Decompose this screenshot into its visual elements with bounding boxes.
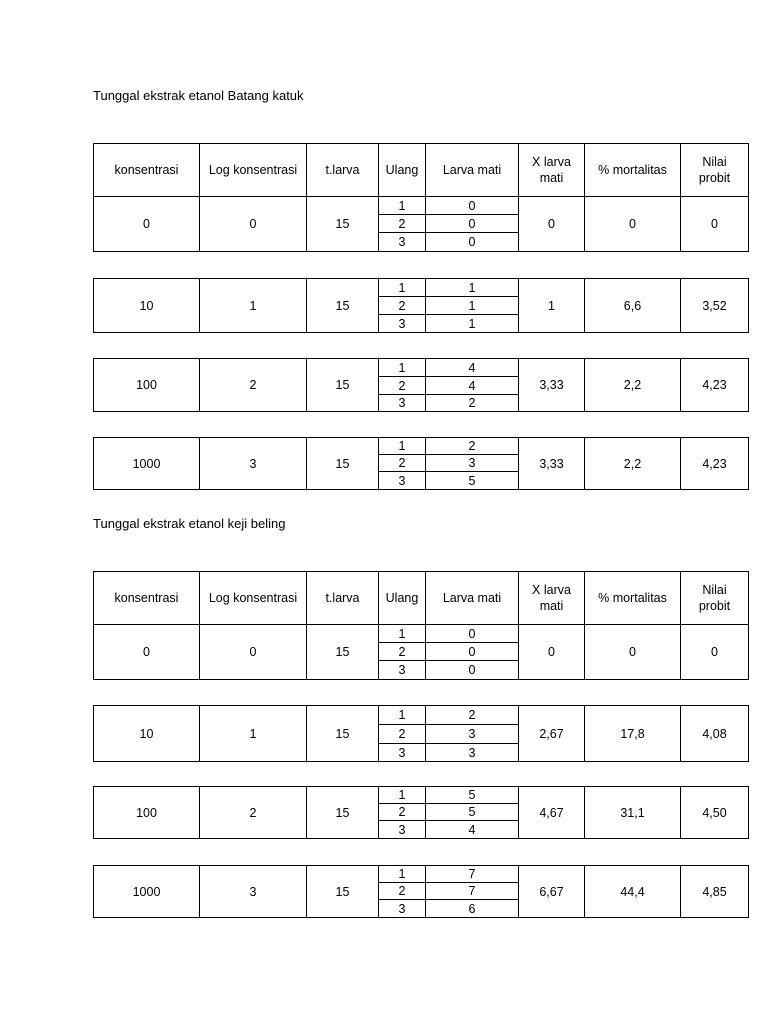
- table-row: [94, 706, 749, 725]
- cell-ulang: 3: [379, 900, 426, 918]
- column-header: % mortalitas: [585, 144, 681, 197]
- column-header: konsentrasi: [94, 572, 200, 625]
- cell-x: 0: [519, 197, 585, 252]
- cell-ulang: 2: [379, 643, 426, 661]
- cell-larva-mati: 2: [426, 706, 519, 725]
- cell-log: 3: [200, 866, 307, 918]
- cell-larva-mati: 5: [426, 472, 519, 490]
- cell-log: 1: [200, 279, 307, 333]
- cell-konsentrasi: 0: [94, 625, 200, 680]
- cell-larva-mati: 3: [426, 725, 519, 744]
- cell-ulang: 1: [379, 359, 426, 377]
- cell-ulang: 3: [379, 315, 426, 333]
- cell-log: 2: [200, 787, 307, 839]
- column-header: konsentrasi: [94, 144, 200, 197]
- cell-ulang: 2: [379, 455, 426, 472]
- cell-konsentrasi: 100: [94, 359, 200, 412]
- cell-probit: 4,23: [681, 359, 749, 412]
- cell-tlarva: 15: [307, 706, 379, 762]
- column-header: Nilai probit: [681, 144, 749, 197]
- cell-probit: 4,23: [681, 438, 749, 490]
- cell-konsentrasi: 1000: [94, 438, 200, 490]
- cell-x: 1: [519, 279, 585, 333]
- cell-larva-mati: 3: [426, 455, 519, 472]
- cell-ulang: 3: [379, 744, 426, 762]
- cell-larva-mati: 4: [426, 359, 519, 377]
- cell-mortalitas: 0: [585, 197, 681, 252]
- cell-ulang: 1: [379, 279, 426, 297]
- table-row: [94, 787, 749, 804]
- cell-tlarva: 15: [307, 359, 379, 412]
- cell-ulang: 3: [379, 395, 426, 412]
- column-header: Log konsentrasi: [200, 572, 307, 625]
- table-row: [94, 866, 749, 883]
- cell-larva-mati: 0: [426, 197, 519, 215]
- cell-larva-mati: 1: [426, 279, 519, 297]
- cell-ulang: 1: [379, 706, 426, 725]
- cell-ulang: 2: [379, 883, 426, 900]
- cell-mortalitas: 2,2: [585, 359, 681, 412]
- cell-x: 4,67: [519, 787, 585, 839]
- cell-konsentrasi: 100: [94, 787, 200, 839]
- cell-ulang: 2: [379, 377, 426, 395]
- cell-larva-mati: 0: [426, 661, 519, 680]
- cell-larva-mati: 5: [426, 804, 519, 821]
- cell-probit: 4,50: [681, 787, 749, 839]
- column-header: Larva mati: [426, 144, 519, 197]
- cell-log: 0: [200, 625, 307, 680]
- cell-x: 3,33: [519, 359, 585, 412]
- column-header: Ulang: [379, 144, 426, 197]
- table-row: [94, 438, 749, 455]
- cell-tlarva: 15: [307, 625, 379, 680]
- cell-larva-mati: 4: [426, 377, 519, 395]
- cell-larva-mati: 0: [426, 233, 519, 252]
- cell-konsentrasi: 0: [94, 197, 200, 252]
- cell-konsentrasi: 10: [94, 279, 200, 333]
- cell-mortalitas: 2,2: [585, 438, 681, 490]
- cell-probit: 0: [681, 197, 749, 252]
- data-group-table: [93, 786, 749, 839]
- header-table: [93, 143, 749, 197]
- cell-mortalitas: 0: [585, 625, 681, 680]
- cell-probit: 3,52: [681, 279, 749, 333]
- column-header: t.larva: [307, 572, 379, 625]
- cell-ulang: 1: [379, 197, 426, 215]
- column-header: Larva mati: [426, 572, 519, 625]
- cell-probit: 0: [681, 625, 749, 680]
- data-group-table: [93, 278, 749, 333]
- cell-ulang: 1: [379, 787, 426, 804]
- table-row: [94, 625, 749, 643]
- cell-probit: 4,85: [681, 866, 749, 918]
- cell-tlarva: 15: [307, 866, 379, 918]
- cell-larva-mati: 0: [426, 643, 519, 661]
- cell-larva-mati: 7: [426, 883, 519, 900]
- cell-larva-mati: 2: [426, 395, 519, 412]
- data-group-table: [93, 196, 749, 252]
- cell-ulang: 1: [379, 866, 426, 883]
- data-group-table: [93, 865, 749, 918]
- column-header: X larva mati: [519, 144, 585, 197]
- column-header: Nilai probit: [681, 572, 749, 625]
- cell-larva-mati: 1: [426, 315, 519, 333]
- header-table: [93, 571, 749, 625]
- cell-ulang: 3: [379, 233, 426, 252]
- cell-log: 0: [200, 197, 307, 252]
- column-header: X larva mati: [519, 572, 585, 625]
- cell-ulang: 2: [379, 725, 426, 744]
- section-title: Tunggal ekstrak etanol Batang katuk: [93, 88, 304, 103]
- header-row: [94, 572, 749, 625]
- cell-ulang: 2: [379, 297, 426, 315]
- cell-ulang: 1: [379, 625, 426, 643]
- cell-x: 2,67: [519, 706, 585, 762]
- data-group-table: [93, 705, 749, 762]
- cell-larva-mati: 3: [426, 744, 519, 762]
- cell-konsentrasi: 10: [94, 706, 200, 762]
- data-group-table: [93, 437, 749, 490]
- table-row: [94, 197, 749, 215]
- cell-tlarva: 15: [307, 197, 379, 252]
- column-header: % mortalitas: [585, 572, 681, 625]
- cell-ulang: 3: [379, 472, 426, 490]
- cell-konsentrasi: 1000: [94, 866, 200, 918]
- cell-mortalitas: 17,8: [585, 706, 681, 762]
- cell-larva-mati: 0: [426, 215, 519, 233]
- data-group-table: [93, 624, 749, 680]
- cell-tlarva: 15: [307, 787, 379, 839]
- cell-mortalitas: 44,4: [585, 866, 681, 918]
- cell-larva-mati: 2: [426, 438, 519, 455]
- cell-tlarva: 15: [307, 279, 379, 333]
- column-header: Ulang: [379, 572, 426, 625]
- cell-x: 6,67: [519, 866, 585, 918]
- cell-larva-mati: 7: [426, 866, 519, 883]
- cell-log: 1: [200, 706, 307, 762]
- cell-larva-mati: 5: [426, 787, 519, 804]
- cell-larva-mati: 0: [426, 625, 519, 643]
- cell-x: 3,33: [519, 438, 585, 490]
- header-row: [94, 144, 749, 197]
- cell-larva-mati: 4: [426, 821, 519, 839]
- cell-larva-mati: 1: [426, 297, 519, 315]
- cell-mortalitas: 31,1: [585, 787, 681, 839]
- cell-ulang: 2: [379, 215, 426, 233]
- cell-ulang: 3: [379, 821, 426, 839]
- cell-ulang: 2: [379, 804, 426, 821]
- column-header: Log konsentrasi: [200, 144, 307, 197]
- section-title: Tunggal ekstrak etanol keji beling: [93, 516, 286, 531]
- cell-larva-mati: 6: [426, 900, 519, 918]
- cell-x: 0: [519, 625, 585, 680]
- cell-probit: 4,08: [681, 706, 749, 762]
- cell-tlarva: 15: [307, 438, 379, 490]
- cell-ulang: 3: [379, 661, 426, 680]
- cell-log: 3: [200, 438, 307, 490]
- cell-log: 2: [200, 359, 307, 412]
- column-header: t.larva: [307, 144, 379, 197]
- table-row: [94, 359, 749, 377]
- data-group-table: [93, 358, 749, 412]
- cell-ulang: 1: [379, 438, 426, 455]
- cell-mortalitas: 6,6: [585, 279, 681, 333]
- table-row: [94, 279, 749, 297]
